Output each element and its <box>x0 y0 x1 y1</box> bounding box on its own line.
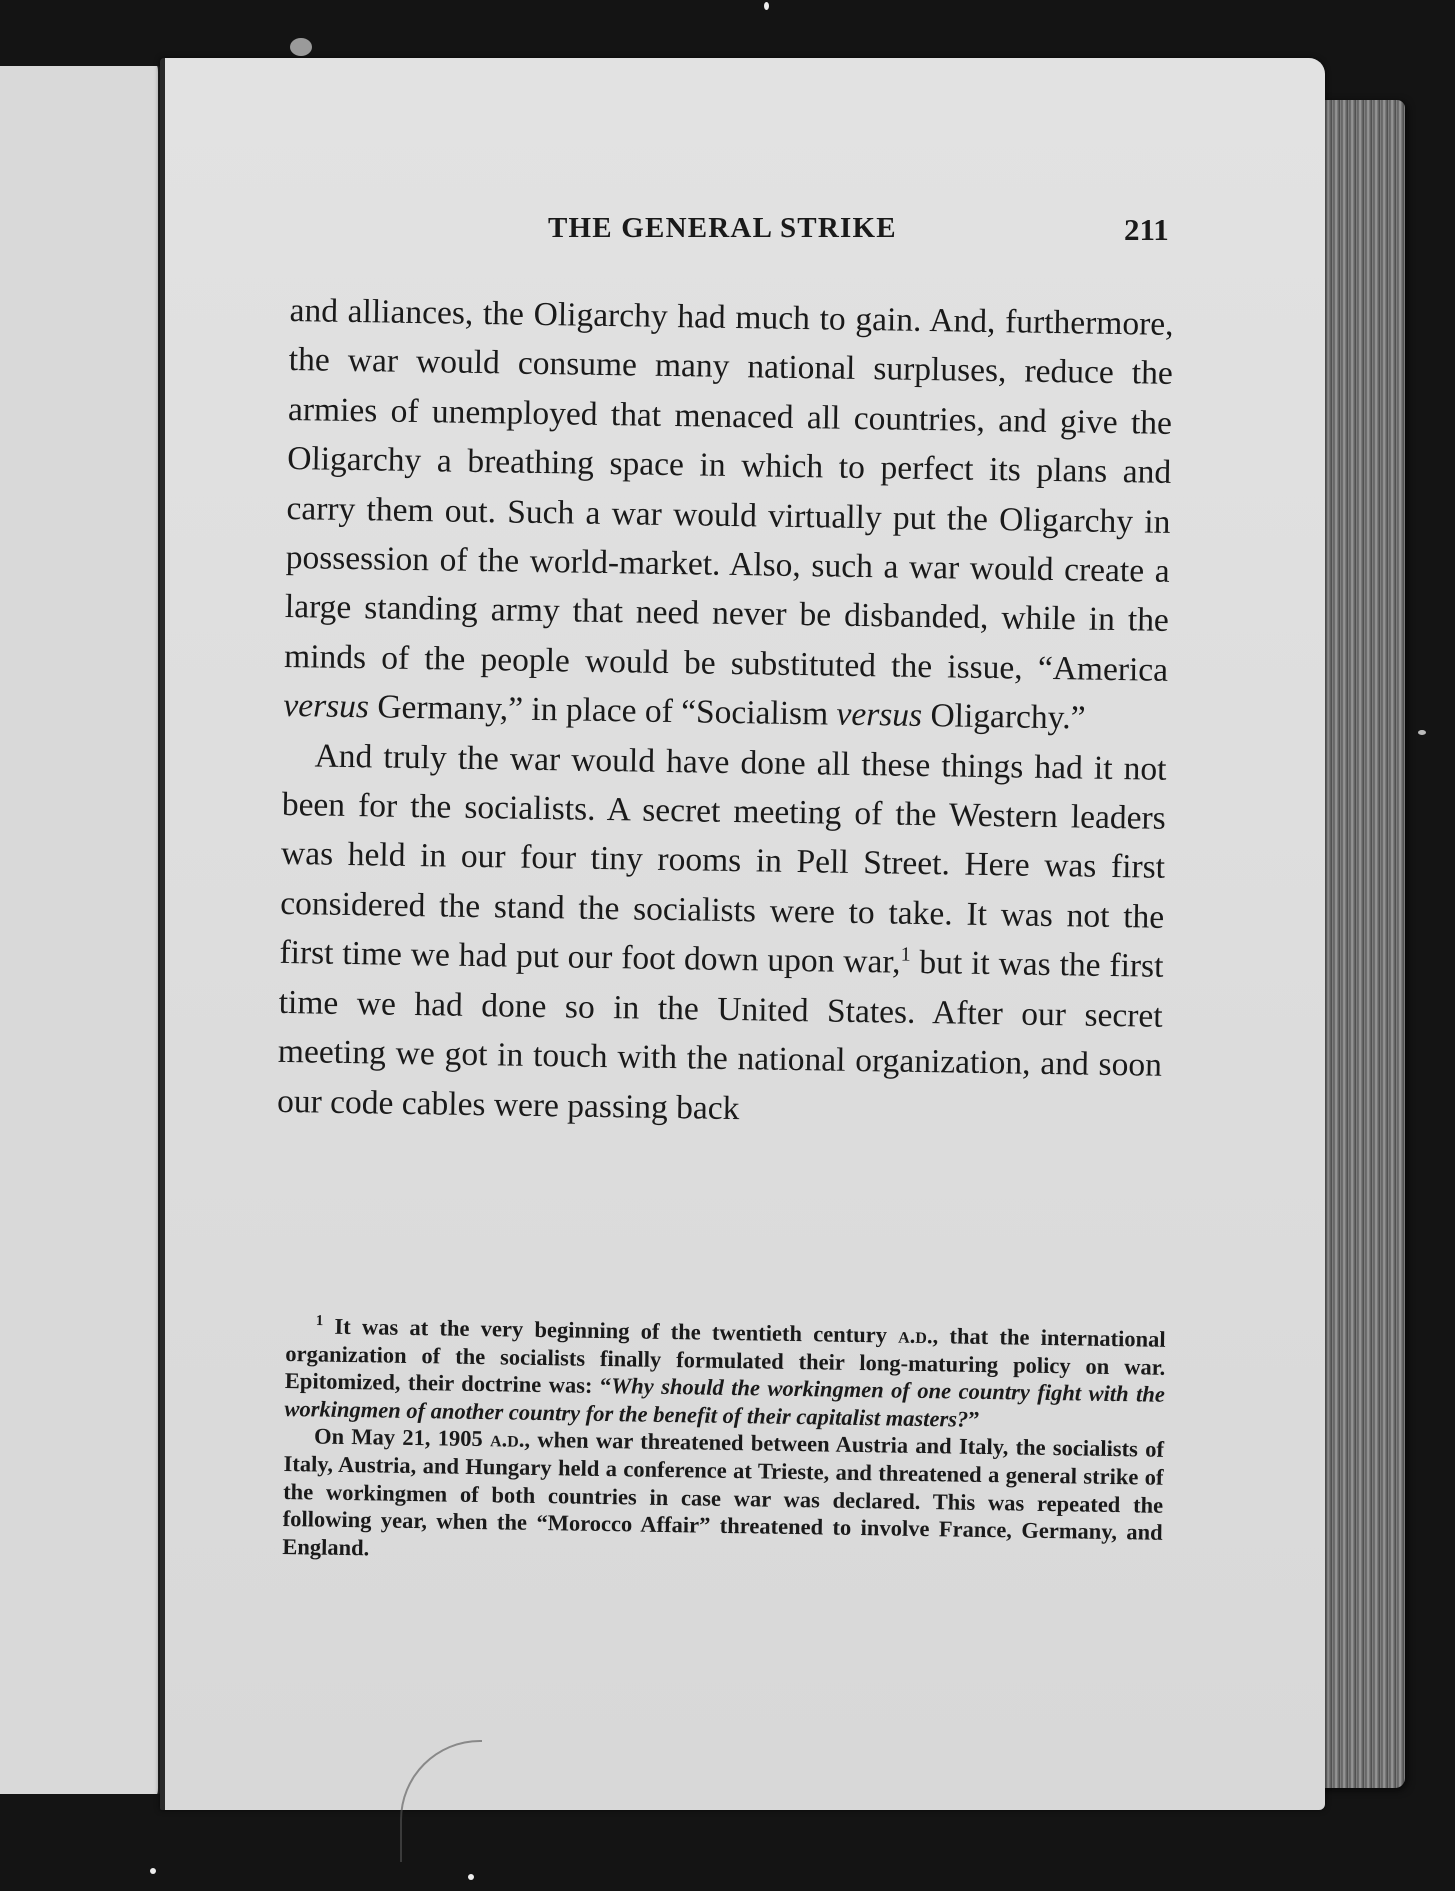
body-text-segment: but it was the first time we had done so in the United States. After our secret meeting we got in touch with the national organization, and soon our code cables were passing back <box>276 944 1164 1127</box>
body-text-segment: Germany,” in place of “Socialism <box>368 688 837 733</box>
footnote-reference: 1 <box>900 943 911 966</box>
body-text-segment: And truly the war would have done all these things had it not been for the socialists. A secret meeting of the Western leaders was held in our four tiny rooms in Pell Street. Here was first considered the stand the socialists were to take. It was not the first time we had put our foot down upon war, <box>279 737 1167 981</box>
dust-speck <box>468 1874 474 1880</box>
footnote <box>284 1312 1166 1436</box>
footnotes <box>282 1312 1166 1574</box>
paragraph <box>277 731 1167 1140</box>
dust-speck <box>290 38 312 56</box>
dust-speck <box>1418 730 1426 735</box>
paragraph <box>283 286 1174 744</box>
era-abbreviation: a.d. <box>898 1322 933 1349</box>
italic-text: versus <box>283 687 370 726</box>
footnote-mark: 1 <box>315 1312 324 1330</box>
dust-speck <box>764 2 769 10</box>
footnote-text: On May 21, 1905 <box>313 1423 491 1452</box>
footnote <box>282 1422 1164 1574</box>
running-head: THE GENERAL STRIKE <box>548 212 897 244</box>
italic-text: versus <box>836 695 923 735</box>
footnote-text: ” <box>968 1406 980 1432</box>
page-number: 211 <box>1124 212 1169 247</box>
body-text-segment: Oligarchy.” <box>921 697 1086 737</box>
dust-speck <box>150 1868 156 1874</box>
facing-page-edge <box>0 66 163 1794</box>
footnote-text: , that the international organization of the socialists finally formulated their long-maturing policy on war. Epitomized, their doctrine was: “ <box>284 1323 1166 1399</box>
italic-text: Why should the workingmen of one country fight with the workingmen of another country for the benefit of their capitalist masters? <box>284 1373 1166 1432</box>
footnote-text: , when war threatened between Austria and Italy, the socialists of Italy, Austria, and Hungary held a conference at Trieste, and threatened a general strike of the workingmen of both countries in case war was declared. This was repeated the following year, when the “Morocco Affair” threatened to involve France, Germany, and England. <box>282 1427 1165 1561</box>
era-abbreviation: a.d. <box>489 1426 525 1453</box>
body-text <box>277 286 1174 1140</box>
footnote-text: It was at the very beginning of the twentieth century <box>323 1313 899 1348</box>
body-text-segment: and alliances, the Oligarchy had much to gain. And, furthermore, the war would consume many national surpluses, reduce the armies of unemployed that menaced all countries, and give the Oligarchy a breathing space in which to perfect its plans and carry them out. Such a war would virtually put the Oligarchy in possession of the world-market. Also, such a war would create a large standing army that need never be disbanded, while in the minds of the people would be substituted the issue, “America <box>283 291 1174 689</box>
